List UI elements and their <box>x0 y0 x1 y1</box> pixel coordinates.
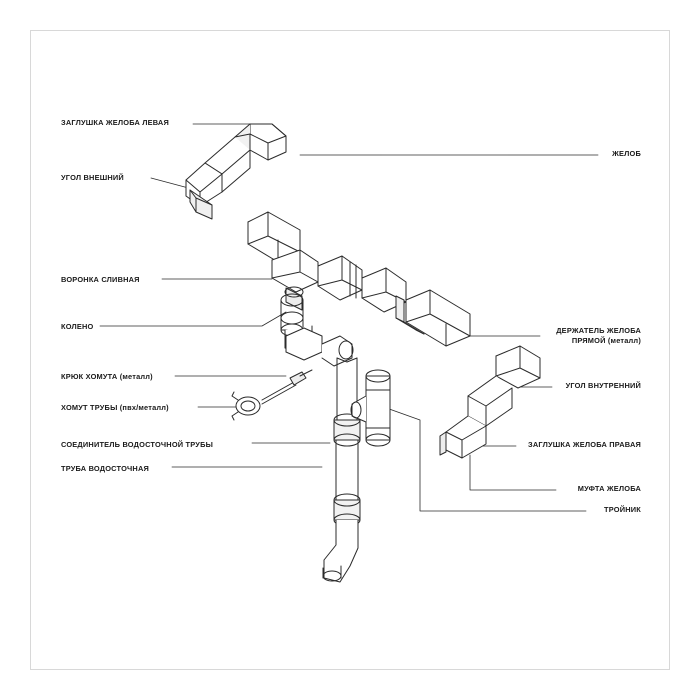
pipe-clamp-part <box>232 392 260 420</box>
inner-corner-part <box>468 346 540 426</box>
label-gutter: ЖЕЛОБ <box>612 149 641 158</box>
label-downpipe: ТРУБА ВОДОСТОЧНАЯ <box>61 464 149 473</box>
label-gutter-coupling: МУФТА ЖЕЛОБА <box>577 484 641 493</box>
label-gutter-bracket-straight <box>556 326 641 346</box>
drain-funnel-part <box>272 250 318 310</box>
label-gutter-bracket-line1: ДЕРЖАТЕЛЬ ЖЕЛОБА <box>556 326 641 335</box>
label-clamp-hook-metal: КРЮК ХОМУТА (металл) <box>61 372 153 381</box>
label-tee-branch: ТРОЙНИК <box>604 505 641 514</box>
label-drain-funnel: ВОРОНКА СЛИВНАЯ <box>61 275 140 284</box>
gutter-end-cap-right-part <box>440 416 486 458</box>
outer-corner-part <box>186 163 222 219</box>
label-inner-corner: УГОЛ ВНУТРЕННИЙ <box>565 381 641 390</box>
label-pipe-clamp: ХОМУТ ТРУБЫ (пвх/металл) <box>61 403 169 412</box>
downpipe-assembly <box>281 294 360 582</box>
label-downpipe-connector: СОЕДИНИТЕЛЬ ВОДОСТОЧНОЙ ТРУБЫ <box>61 440 214 449</box>
clamp-hook-part <box>262 370 312 404</box>
gutter-coupling-mid <box>318 256 362 300</box>
label-elbow: КОЛЕНО <box>61 322 94 331</box>
label-outer-corner: УГОЛ ВНЕШНИЙ <box>61 173 124 182</box>
label-gutter-end-cap-left: ЗАГЛУШКА ЖЕЛОБА ЛЕВАЯ <box>61 118 169 127</box>
gutter-segment-lower <box>406 290 470 346</box>
label-gutter-bracket-line2: ПРЯМОЙ (металл) <box>571 335 641 345</box>
label-gutter-end-cap-right: ЗАГЛУШКА ЖЕЛОБА ПРАВАЯ <box>528 440 641 449</box>
